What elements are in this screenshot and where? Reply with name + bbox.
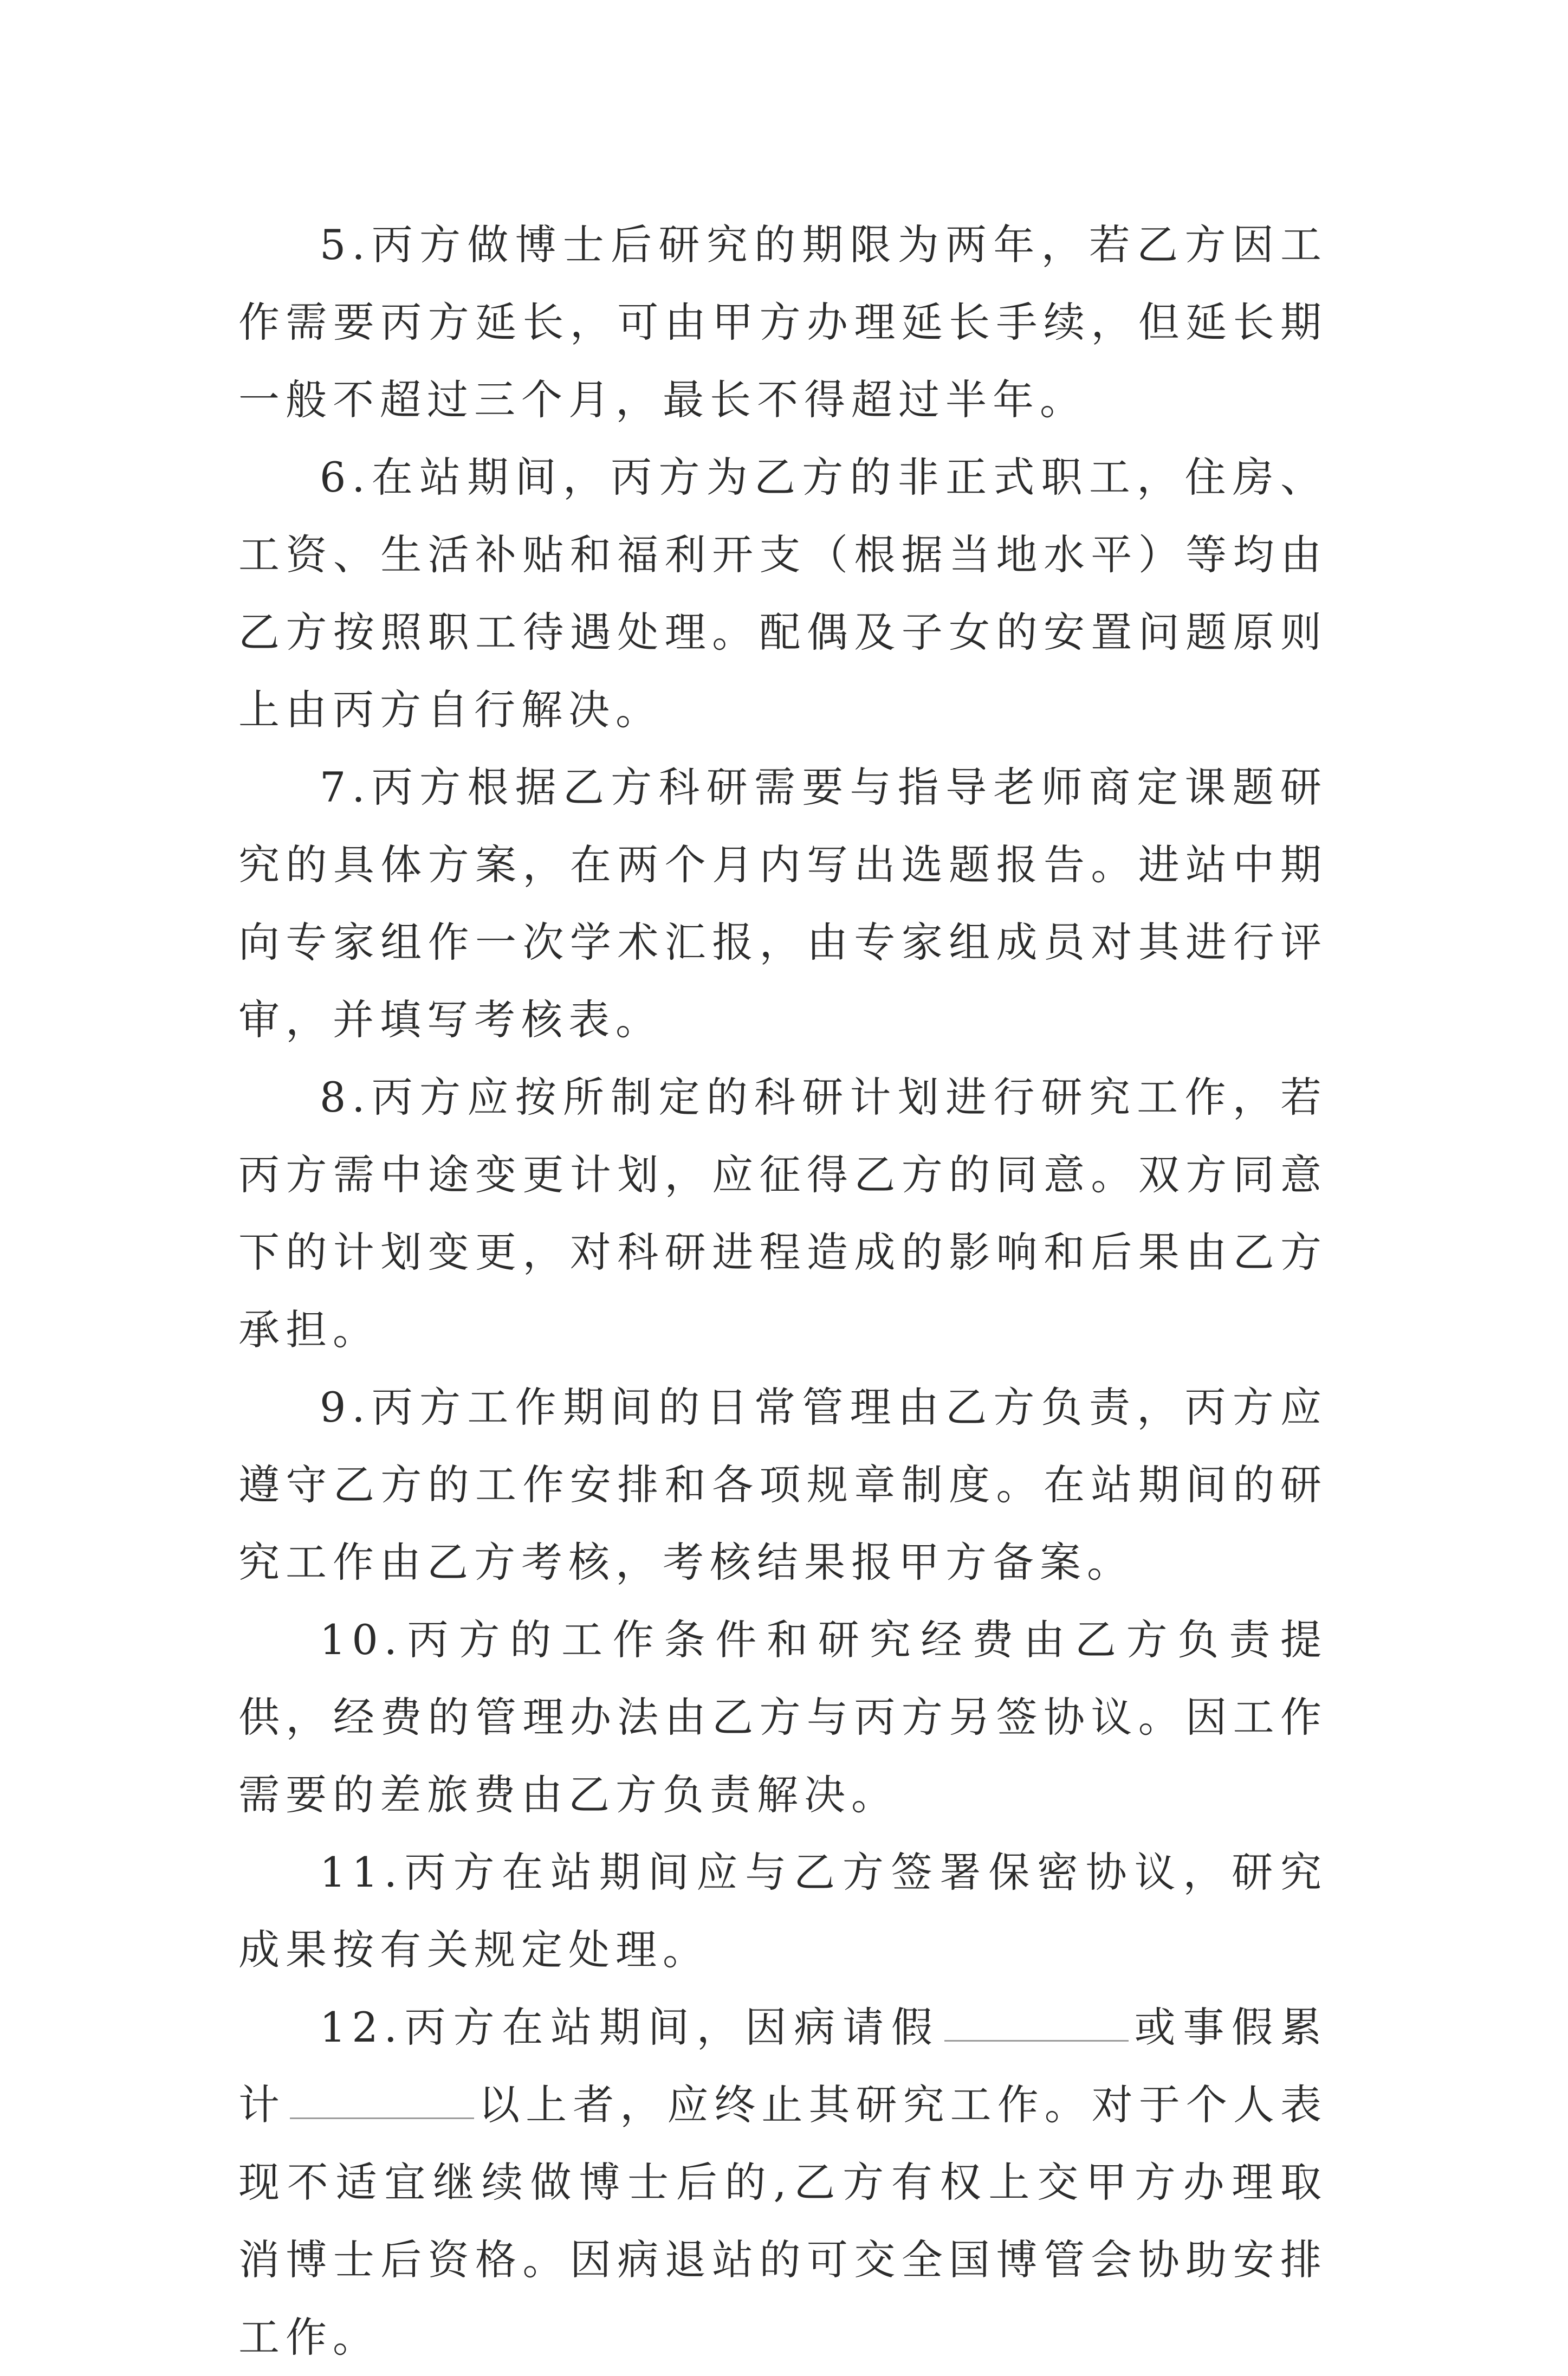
paragraph-11: 11.丙方在站期间应与乙方签署保密协议，研究成果按有关规定处理。	[238, 1848, 1327, 1974]
personal-leave-blank	[290, 2117, 474, 2119]
sick-leave-blank	[944, 2039, 1129, 2042]
paragraph-6: 6.在站期间，丙方为乙方的非正式职工，住房、工资、生活补贴和福利开支（根据当地水平）等均由乙方按照职工待遇处理。配偶及子女的安置问题原则上由丙方自行解决。	[238, 453, 1327, 734]
document-body	[238, 206, 1327, 2376]
paragraph-8: 8.丙方应按所制定的科研计划进行研究工作，若丙方需中途变更计划，应征得乙方的同意。双方同意下的计划变更，对科研进程造成的影响和后果由乙方承担。	[238, 1073, 1327, 1354]
paragraph-5: 5.丙方做博士后研究的期限为两年，若乙方因工作需要丙方延长，可由甲方办理延长手续，但延长期一般不超过三个月，最长不得超过半年。	[238, 221, 1327, 424]
paragraph-12-part-3: 以上者，应终止其研究工作。对于个人表现不适宜继续做博士后的,乙方有权上交甲方办理取消博士后资格。因病退站的可交全国博管会协助安排工作。	[238, 2081, 1328, 2361]
paragraph-12-part-2: 或事假累计	[238, 2003, 1327, 2129]
paragraph-9: 9.丙方工作期间的日常管理由乙方负责，丙方应遵守乙方的工作安排和各项规章制度。在站期间的研究工作由乙方考核，考核结果报甲方备案。	[238, 1383, 1327, 1586]
paragraph-12-part-1: 12.丙方在站期间，因病请假	[320, 2003, 940, 2051]
paragraph-7: 7.丙方根据乙方科研需要与指导老师商定课题研究的具体方案，在两个月内写出选题报告。进站中期向专家组作一次学术汇报，由专家组成员对其进行评审，并填写考核表。	[238, 763, 1327, 1044]
paragraph-12	[238, 1988, 1327, 2376]
paragraph-10: 10.丙方的工作条件和研究经费由乙方负责提供，经费的管理办法由乙方与丙方另签协议。因工作需要的差旅费由乙方负责解决。	[238, 1616, 1327, 1819]
